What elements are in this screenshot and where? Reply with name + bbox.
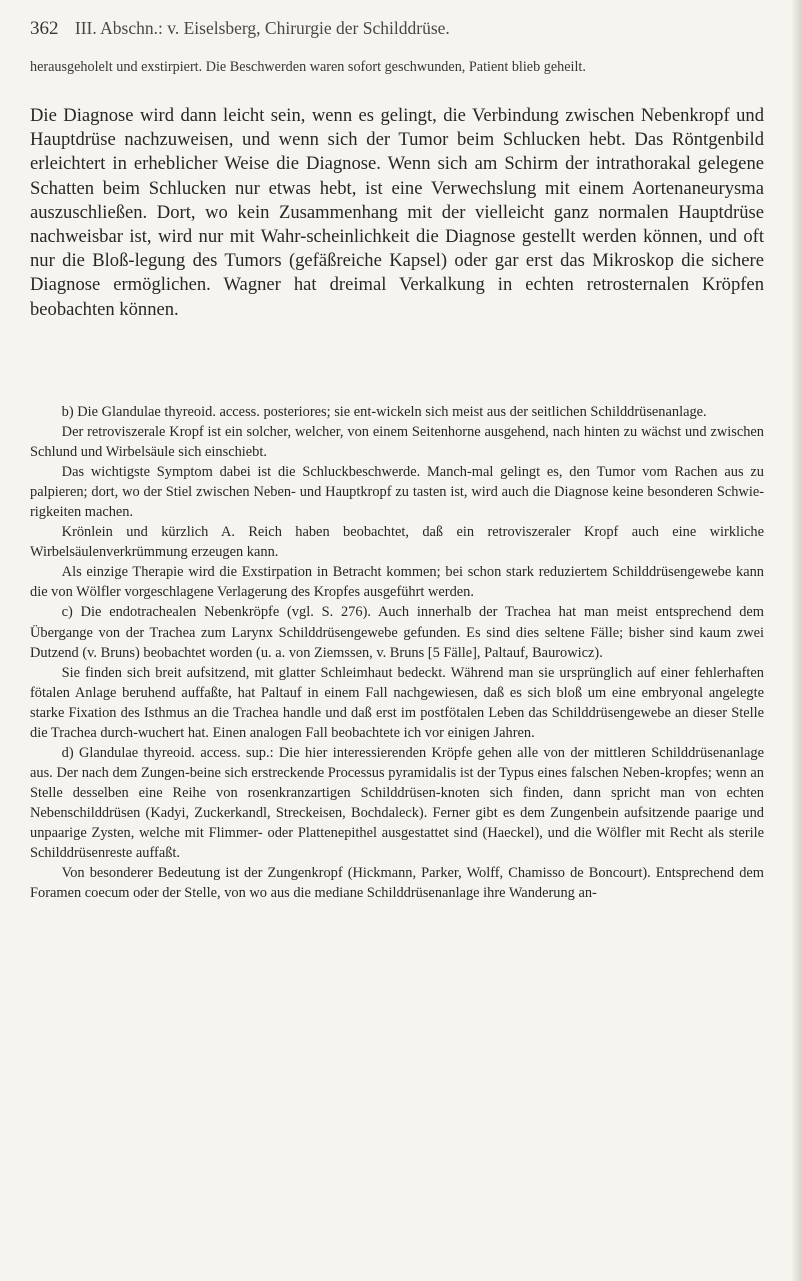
running-header [30, 18, 770, 40]
intro-paragraph [30, 58, 764, 78]
paragraph: b) Die Glandulae thyreoid. access. posteriores; sie ent-wickeln sich meist aus der seitlichen Schilddrüsenanlage. [61, 404, 707, 420]
paragraph: Krönlein und kürzlich A. Reich haben beobachtet, daß ein retroviszeraler Kropf auch eine wirkliche Wirbelsäulenverkrümmung erzeugen kann. [30, 524, 764, 561]
paragraph: Die Diagnose wird dann leicht sein, wenn es gelingt, die Verbindung zwischen Nebenkropf und Hauptdrüse nachzuweisen, und wenn sich der Tumor beim Schlucken hebt. Das Röntgenbild erleichtert in erheblicher Weise die Diagnose. Wenn sich am Schirm der intrathorakal gelegene Schatten beim Schlucken nur etwas hebt, ist eine Verwechslung mit einem Aortenaneurysma auszuschließen. Dort, wo kein Zusammenhang mit der vielleicht ganz normalen Hauptdrüse nachweisbar ist, wird nur mit Wahr-scheinlichkeit die Diagnose gestellt werden können, und oft nur die Bloß-legung des Tumors (gefäßreiche Kapsel) oder gar erst das Mikroskop die sichere Diagnose ermöglichen. Wagner hat dreimal Verkalkung in echten retrosternalen Kröpfen beobachten können. [30, 105, 764, 320]
paragraph: d) Glandulae thyreoid. access. sup.: Die hier interessierenden Kröpfe gehen alle von der mittleren Schilddrüsenanlage aus. Der nach dem Zungen-beine sich erstreckende Processus pyramidalis ist der Typus eines falschen Neben-kropfes; wenn an Stelle desselben eine Reihe von rosenkranzartigen Schilddrüsen-knoten sich finden, dann spricht man von echten Nebenschilddrüsen (Kadyi, Zuckerkandl, Streckeisen, Bochdaleck). Ferner gibt es dem Zungenbein aufsitzende paarige und unpaarige Zysten, welche mit Flimmer- oder Plattenepithel ausgestattet sind (Haeckel), und die Wölfler mit Recht als sterile Schilddrüsenreste auffaßt. [30, 744, 764, 862]
running-title: III. Abschn.: v. Eiselsberg, Chirurgie der Schilddrüse. [74, 18, 450, 38]
small-print-block [30, 402, 764, 903]
paragraph: Das wichtigste Symptom dabei ist die Schluckbeschwerde. Manch-mal gelingt es, den Tumor vom Rachen aus zu palpieren; dort, wo der Stiel zwischen Neben- und Hauptkropf zu tasten ist, wird auch die Diagnose keine besonderen Schwie-rigkeiten machen. [30, 464, 764, 521]
paragraph: Der retroviszerale Kropf ist ein solcher, welcher, von einem Seitenhorne ausgehend, nach hinten zu wächst und zwischen Schlund und Wirbelsäule sich einschiebt. [30, 424, 764, 461]
page-edge-shadow [791, 0, 801, 1281]
main-text-block [30, 104, 764, 322]
paragraph: c) Die endotrachealen Nebenkröpfe (vgl. S. 276). Auch innerhalb der Trachea hat man meist entsprechend dem Übergange von der Trachea zum Larynx Schilddrüsengewebe gefunden. Es sind dies seltene Fälle; bisher sind kaum zwei Dutzend (v. Bruns) beobachtet worden (u. a. von Ziemssen, v. Bruns [5 Fälle], Paltauf, Baurowicz). [30, 604, 764, 661]
page-number: 362 [30, 18, 59, 39]
paragraph: Sie finden sich breit aufsitzend, mit glatter Schleimhaut bedeckt. Während man sie ursprünglich auf einer fehlerhaften fötalen Anlage beruhend auffaßte, hat Paltauf in einem Fall nachgewiesen, daß es sich bloß um eine embryonal angelegte starke Fixation des Isthmus an die Trachea handle und daß erst im postfötalen Leben das Schilddrüsengewebe an dieser Stelle die Trachea durch-wuchert hat. Einen analogen Fall beobachtete ich vor einigen Jahren. [30, 664, 764, 741]
paragraph: Von besonderer Bedeutung ist der Zungenkropf (Hickmann, Parker, Wolff, Chamisso de Boncourt). Entsprechend dem Foramen coecum oder der Stelle, von wo aus die mediane Schilddrüsenanlage ihre Wanderung an- [30, 865, 764, 902]
paragraph: herausgeholelt und exstirpiert. Die Beschwerden waren sofort geschwunden, Patient blieb geheilt. [30, 59, 586, 75]
paragraph: Als einzige Therapie wird die Exstirpation in Betracht kommen; bei schon stark reduziertem Schilddrüsengewebe kann die von Wölfler vorgeschlagene Verlagerung des Kropfes ausgeführt werden. [30, 564, 764, 601]
